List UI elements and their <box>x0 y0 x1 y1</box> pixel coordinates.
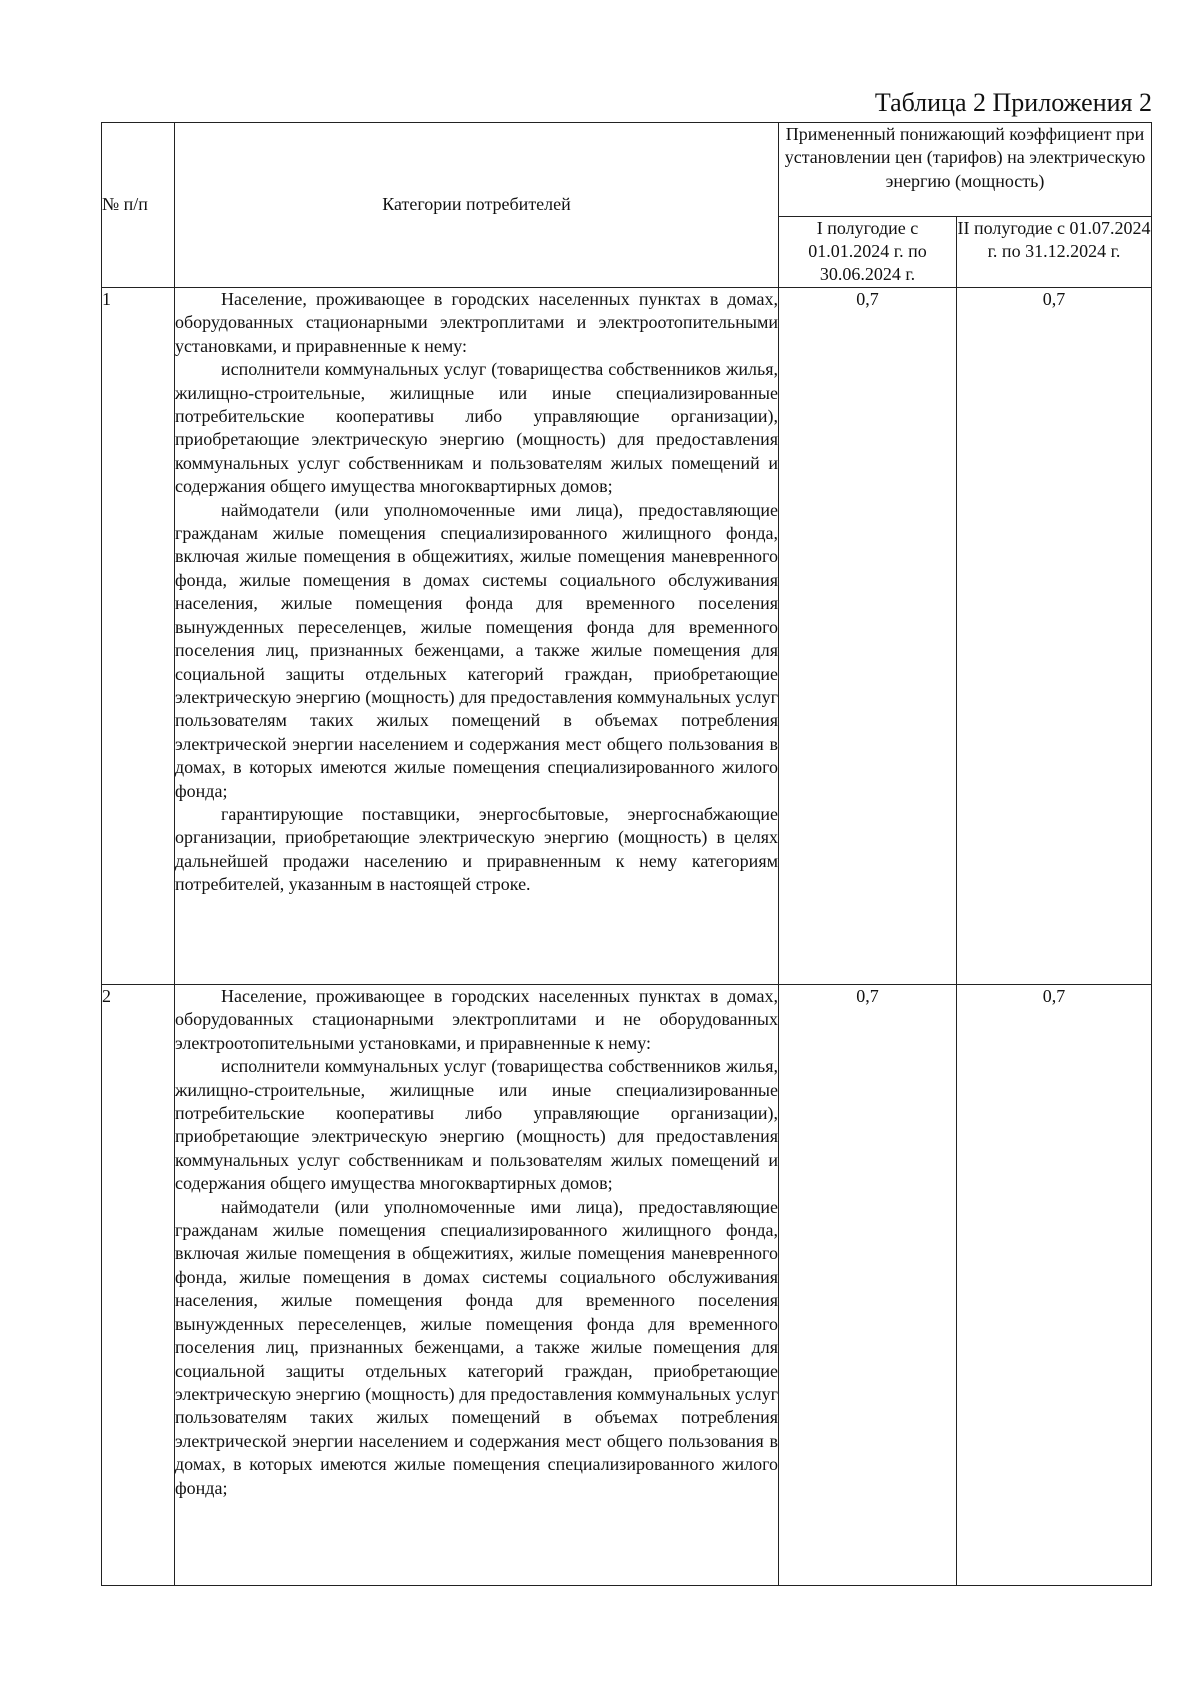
category-paragraph: гарантирующие поставщики, энергосбытовые, энергоснабжающие организации, приобретающие электрическую энергию (мощность) в целях дальнейшей продажи населению и приравненным к нему категориям потребителей, указанным в настоящей строке. <box>175 803 778 895</box>
header-category: Категории потребителей <box>175 123 779 288</box>
header-period-1: I полугодие с 01.01.2024 г. по 30.06.2024 г. <box>779 217 957 288</box>
row-value-period-2: 0,7 <box>957 288 1152 985</box>
category-paragraph: исполнители коммунальных услуг (товарищества собственников жилья, жилищно-строительные, жилищные или иные специализированные потребительские кооперативы либо управляющие организации), приобретающие электрическую энергию (мощность) для предоставления коммунальных услуг собственникам и пользователям жилых помещений и содержания общего имущества многоквартирных домов; <box>175 1056 778 1194</box>
header-coefficient: Примененный понижающий коэффициент при установлении цен (тарифов) на электрическую энергию (мощность) <box>779 123 1152 217</box>
category-paragraph: Население, проживающее в городских населенных пунктах в домах, оборудованных стационарными электроплитами и электроотопительными установками, и приравненные к нему: <box>175 289 778 356</box>
row-value-period-1: 0,7 <box>779 288 957 985</box>
row-value-period-1: 0,7 <box>779 985 957 1586</box>
row-number: 2 <box>102 985 175 1586</box>
category-paragraph: наймодатели (или уполномоченные ими лица), предоставляющие гражданам жилые помещения специализированного жилищного фонда, включая жилые помещения в общежитиях, жилые помещения маневренного фонда, жилые помещения в домах системы социального обслуживания населения, жилые помещения фонда для временного поселения вынужденных переселенцев, жилые помещения фонда для временного поселения лиц, признанных беженцами, а также жилые помещения для социальной защиты отдельных категорий граждан, приобретающие электрическую энергию (мощность) для предоставления коммунальных услуг пользователям таких жилых помещений в объемах потребления электрической энергии населением и содержания мест общего пользования в домах, в которых имеются жилые помещения специализированного жилого фонда; <box>175 1196 778 1498</box>
row-number: 1 <box>102 288 175 985</box>
row-category <box>175 288 779 985</box>
category-paragraph: наймодатели (или уполномоченные ими лица), предоставляющие гражданам жилые помещения специализированного жилищного фонда, включая жилые помещения в общежитиях, жилые помещения маневренного фонда, жилые помещения в домах системы социального обслуживания населения, жилые помещения фонда для временного поселения вынужденных переселенцев, жилые помещения фонда для временного поселения лиц, признанных беженцами, а также жилые помещения для социальной защиты отдельных категорий граждан, приобретающие электрическую энергию (мощность) для предоставления коммунальных услуг пользователям таких жилых помещений в объемах потребления электрической энергии населением и содержания мест общего пользования в домах, в которых имеются жилые помещения специализированного жилого фонда; <box>175 499 778 801</box>
row-category <box>175 985 779 1586</box>
tariff-coefficient-table <box>101 122 1152 1586</box>
category-paragraph: исполнители коммунальных услуг (товарищества собственников жилья, жилищно-строительные, жилищные или иные специализированные потребительские кооперативы либо управляющие организации), приобретающие электрическую энергию (мощность) для предоставления коммунальных услуг собственникам и пользователям жилых помещений и содержания общего имущества многоквартирных домов; <box>175 359 778 497</box>
table-row <box>102 985 1152 1586</box>
category-paragraph: Население, проживающее в городских населенных пунктах в домах, оборудованных стационарными электроплитами и не оборудованных электроотопительными установками, и приравненные к нему: <box>175 986 778 1053</box>
header-period-2: II полугодие с 01.07.2024 г. по 31.12.2024 г. <box>957 217 1152 288</box>
table-caption: Таблица 2 Приложения 2 <box>874 88 1152 117</box>
row-value-period-2: 0,7 <box>957 985 1152 1586</box>
table-header-row <box>102 123 1152 217</box>
table-row <box>102 288 1152 985</box>
header-number: № п/п <box>102 123 175 288</box>
